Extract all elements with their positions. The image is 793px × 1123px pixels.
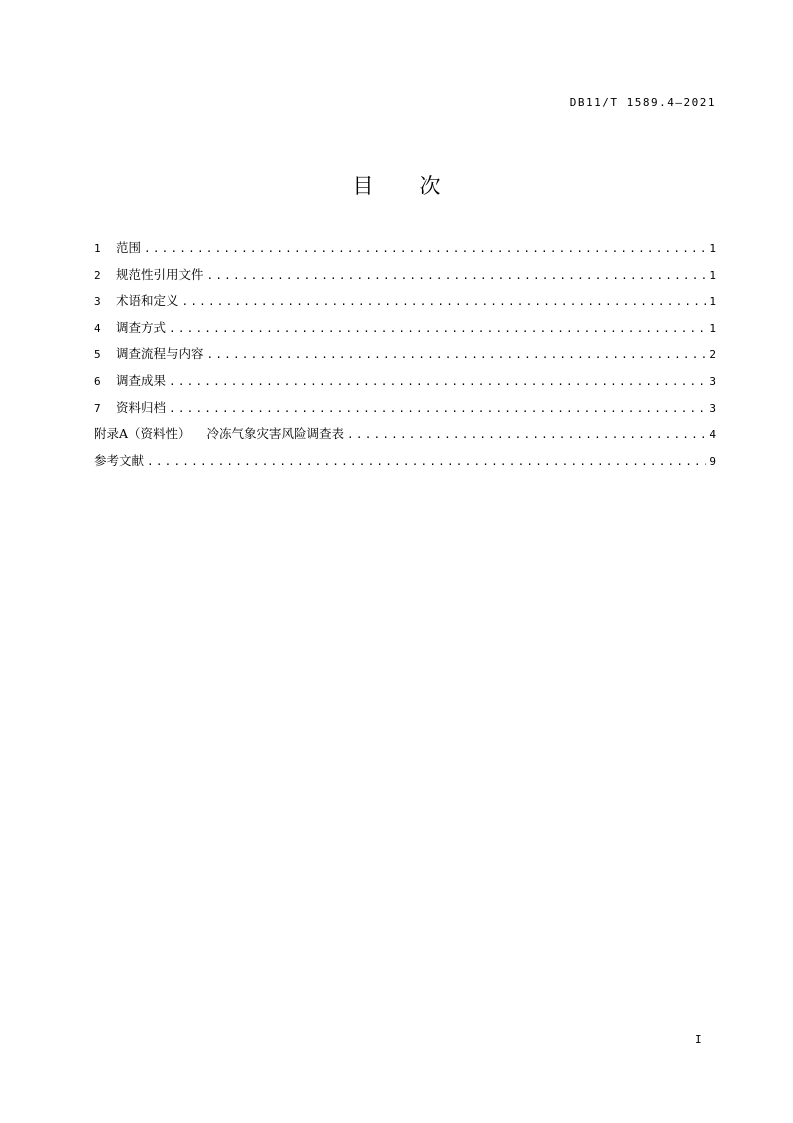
toc-leader-dots: [207, 348, 707, 361]
toc-leader-dots: [147, 455, 706, 468]
toc-entry-label: [94, 424, 344, 442]
toc-title-part1: 目: [352, 174, 374, 198]
toc-entry-page: 1: [709, 321, 716, 335]
toc-entry-label-main: 冷冻气象灾害风险调查表: [206, 426, 345, 442]
toc-entry-survey-process[interactable]: [94, 344, 716, 371]
toc-leader-dots: [182, 295, 707, 308]
page-number: I: [695, 1033, 702, 1046]
toc-entry-page: 1: [709, 268, 716, 282]
toc-title: [0, 170, 793, 200]
toc-entry-archiving[interactable]: [94, 398, 716, 425]
toc-leader-dots: [169, 322, 706, 335]
toc-entry-number: 2: [94, 268, 101, 282]
toc-entry-number: 4: [94, 321, 101, 335]
toc-entry-page: 3: [709, 374, 716, 388]
toc-entry-label: 术语和定义: [116, 293, 179, 309]
toc-entry-number: 1: [94, 242, 101, 255]
toc-entry-page: 9: [709, 454, 716, 468]
toc-leader-dots: [169, 402, 706, 415]
toc-entry-number: 3: [94, 295, 101, 309]
toc-entry-page: 1: [709, 295, 716, 309]
toc-leader-dots: [347, 428, 706, 441]
toc-entry-scope[interactable]: [94, 238, 716, 265]
toc-entry-page: 2: [709, 348, 716, 362]
toc-entry-page: 1: [709, 242, 716, 255]
toc-entry-page: 3: [709, 401, 716, 415]
toc-entry-label: 规范性引用文件: [116, 266, 204, 282]
toc-entry-label: 调查成果: [116, 372, 167, 388]
toc-entry-number: 5: [94, 348, 101, 362]
table-of-contents: [94, 238, 716, 477]
toc-entry-normative-references[interactable]: [94, 265, 716, 292]
toc-entry-appendix-a[interactable]: [94, 424, 716, 451]
toc-entry-bibliography[interactable]: [94, 451, 716, 478]
toc-entry-label: 参考文献: [94, 452, 145, 468]
toc-entry-label: 调查方式: [116, 319, 167, 335]
document-code: DB11/T 1589.4—2021: [569, 96, 716, 109]
toc-leader-dots: [207, 269, 707, 282]
toc-entry-survey-results[interactable]: [94, 371, 716, 398]
toc-entry-terms-definitions[interactable]: [94, 291, 716, 318]
toc-leader-dots: [144, 242, 706, 255]
toc-entry-label: 调查流程与内容: [116, 346, 204, 362]
toc-entry-page: 4: [709, 428, 716, 442]
toc-title-part2: 次: [419, 174, 441, 198]
toc-entry-number: 7: [94, 401, 101, 415]
toc-leader-dots: [169, 375, 706, 388]
toc-entry-label: 范围: [116, 240, 142, 255]
toc-entry-label-prefix: 附录A（资料性）: [94, 426, 191, 442]
toc-entry-label: 资料归档: [116, 399, 167, 415]
toc-entry-number: 6: [94, 374, 101, 388]
toc-entry-survey-methods[interactable]: [94, 318, 716, 345]
